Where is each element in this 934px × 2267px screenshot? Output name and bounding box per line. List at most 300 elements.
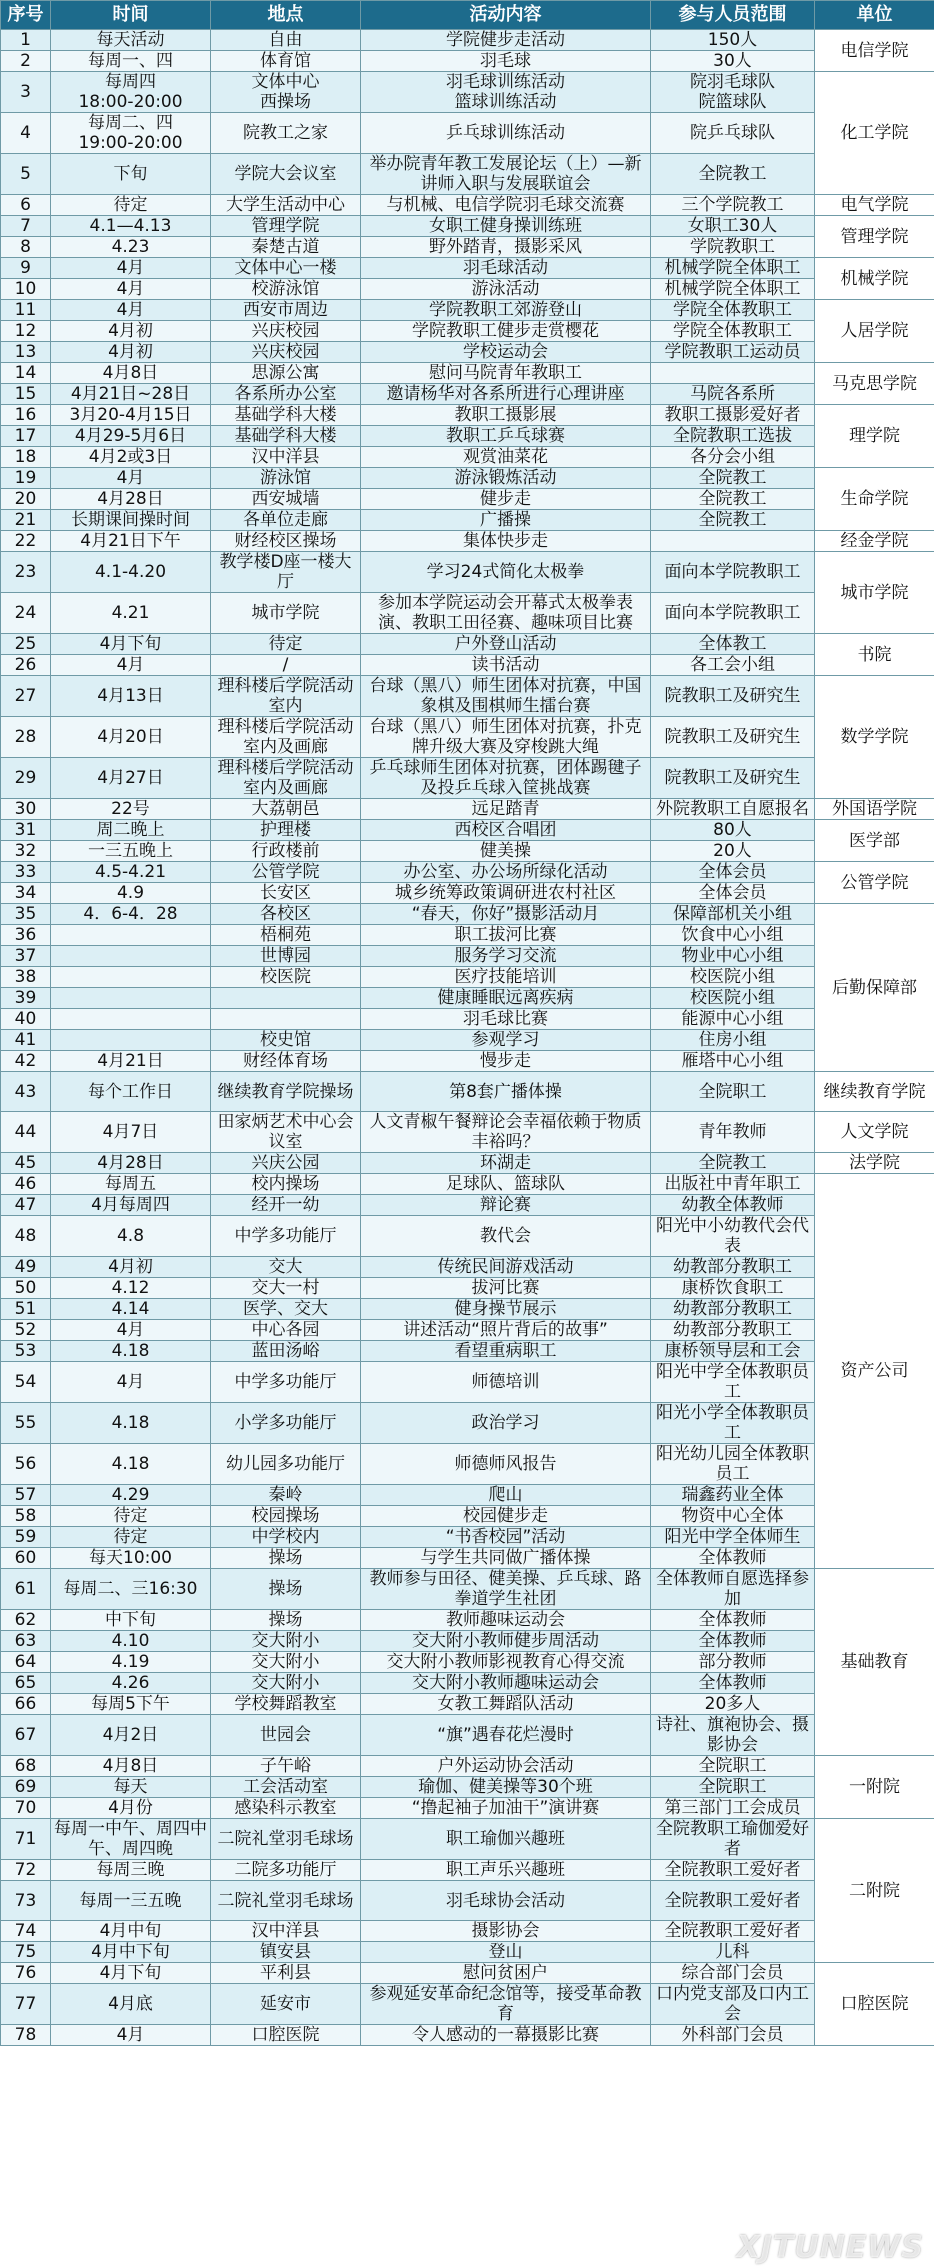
row-number: 1 [1, 30, 51, 51]
row-time: 待定 [51, 1527, 211, 1548]
table-row [1, 988, 934, 1009]
row-participants: 儿科 [651, 1942, 815, 1963]
row-time: 每天 [51, 1777, 211, 1798]
row-activity: 学校运动会 [361, 342, 651, 363]
row-time: 每周二、三16:30 [51, 1569, 211, 1610]
row-location: 交大附小 [211, 1631, 361, 1652]
row-location: 工会活动室 [211, 1777, 361, 1798]
row-time: 4.5-4.21 [51, 862, 211, 883]
row-location: 理科楼后学院活动室内 [211, 676, 361, 717]
row-location: 感染科示教室 [211, 1798, 361, 1819]
row-time: 4.18 [51, 1341, 211, 1362]
row-location: 子午峪 [211, 1756, 361, 1777]
table-row [1, 1174, 934, 1195]
row-time: 下旬 [51, 154, 211, 195]
row-number: 42 [1, 1051, 51, 1072]
row-participants: 校医院小组 [651, 988, 815, 1009]
row-activity: 登山 [361, 1942, 651, 1963]
row-activity: 西校区合唱团 [361, 820, 651, 841]
row-participants: 学院全体教职工 [651, 300, 815, 321]
row-location: 操场 [211, 1610, 361, 1631]
row-location: 田家炳艺术中心会议室 [211, 1112, 361, 1153]
row-activity: 慰问贫困户 [361, 1963, 651, 1984]
row-activity: 学院教职工郊游登山 [361, 300, 651, 321]
row-number: 11 [1, 300, 51, 321]
row-time: 4月21日下午 [51, 531, 211, 552]
row-location: 理科楼后学院活动室内及画廊 [211, 758, 361, 799]
table-row [1, 447, 934, 468]
row-number: 56 [1, 1444, 51, 1485]
row-participants: 阳光幼儿园全体教职员工 [651, 1444, 815, 1485]
row-number: 65 [1, 1673, 51, 1694]
row-number: 19 [1, 468, 51, 489]
row-number: 17 [1, 426, 51, 447]
row-participants: 全体教工 [651, 634, 815, 655]
row-time: 4月 [51, 1362, 211, 1403]
row-number: 62 [1, 1610, 51, 1631]
row-participants: 物业中心小组 [651, 946, 815, 967]
row-activity: 传统民间游戏活动 [361, 1257, 651, 1278]
row-location: 行政楼前 [211, 841, 361, 862]
table-row [1, 1362, 934, 1403]
row-number: 33 [1, 862, 51, 883]
row-participants: 全体教师自愿选择参加 [651, 1569, 815, 1610]
table-row [1, 2025, 934, 2046]
row-participants: 饮食中心小组 [651, 925, 815, 946]
row-location: 待定 [211, 634, 361, 655]
row-activity: 教师趣味运动会 [361, 1610, 651, 1631]
row-number: 48 [1, 1216, 51, 1257]
row-activity: 职工瑜伽兴趣班 [361, 1819, 651, 1860]
table-row [1, 799, 934, 820]
row-time: 4.19 [51, 1652, 211, 1673]
row-activity: “旗”遇春花烂漫时 [361, 1715, 651, 1756]
table-row [1, 342, 934, 363]
table-row [1, 1112, 934, 1153]
table-row [1, 862, 934, 883]
row-activity: 政治学习 [361, 1403, 651, 1444]
unit-cell: 机械学院 [815, 258, 934, 300]
row-participants: 面向本学院教职工 [651, 552, 815, 593]
table-row [1, 1527, 934, 1548]
table-row [1, 1942, 934, 1963]
row-location: 基础学科大楼 [211, 426, 361, 447]
row-number: 7 [1, 216, 51, 237]
row-activity: 乒乓球训练活动 [361, 113, 651, 154]
table-row [1, 72, 934, 113]
row-location: 经开一幼 [211, 1195, 361, 1216]
row-time [51, 1030, 211, 1051]
row-location: 西安市周边 [211, 300, 361, 321]
row-activity: 健美操 [361, 841, 651, 862]
row-participants: 全院教工 [651, 510, 815, 531]
row-time: 4月13日 [51, 676, 211, 717]
unit-cell: 理学院 [815, 405, 934, 468]
row-participants: 全院教工 [651, 468, 815, 489]
row-participants: 女职工30人 [651, 216, 815, 237]
row-number: 68 [1, 1756, 51, 1777]
table-row [1, 1798, 934, 1819]
row-participants: 综合部门会员 [651, 1963, 815, 1984]
row-number: 18 [1, 447, 51, 468]
row-number: 32 [1, 841, 51, 862]
table-row [1, 384, 934, 405]
table-row [1, 258, 934, 279]
row-activity: 女教工舞蹈队活动 [361, 1694, 651, 1715]
row-location: 大荔朝邑 [211, 799, 361, 820]
row-location: 蓝田汤峪 [211, 1341, 361, 1362]
table-row [1, 1403, 934, 1444]
table-row [1, 1984, 934, 2025]
row-activity: 教职工乒乓球赛 [361, 426, 651, 447]
row-time: 待定 [51, 1506, 211, 1527]
row-activity: 学院教职工健步走赏樱花 [361, 321, 651, 342]
row-activity: 参观延安革命纪念馆等，接受革命教育 [361, 1984, 651, 2025]
header-cell: 参与人员范围 [651, 1, 815, 30]
table-row [1, 717, 934, 758]
row-activity: 女职工健身操训练班 [361, 216, 651, 237]
row-activity: 令人感动的一幕摄影比赛 [361, 2025, 651, 2046]
row-participants: 幼教全体教师 [651, 1195, 815, 1216]
row-number: 6 [1, 195, 51, 216]
row-time [51, 925, 211, 946]
row-number: 67 [1, 1715, 51, 1756]
row-location: 世博园 [211, 946, 361, 967]
row-participants: 阳光中小幼教代会代表 [651, 1216, 815, 1257]
table-row [1, 634, 934, 655]
row-number: 74 [1, 1921, 51, 1942]
row-participants: 三个学院教工 [651, 195, 815, 216]
row-participants: 物资中心全体 [651, 1506, 815, 1527]
row-location: 学院大会议室 [211, 154, 361, 195]
row-number: 22 [1, 531, 51, 552]
row-activity: 游泳活动 [361, 279, 651, 300]
row-participants: 80人 [651, 820, 815, 841]
row-participants: 院教职工及研究生 [651, 717, 815, 758]
table-row [1, 1777, 934, 1798]
row-number: 5 [1, 154, 51, 195]
row-time: 4月 [51, 655, 211, 676]
row-participants: 雁塔中心小组 [651, 1051, 815, 1072]
row-location: 游泳馆 [211, 468, 361, 489]
header-cell: 序号 [1, 1, 51, 30]
row-location: 文体中心 西操场 [211, 72, 361, 113]
row-participants: 全院教职工爱好者 [651, 1860, 815, 1881]
table-row [1, 967, 934, 988]
table-row [1, 1548, 934, 1569]
unit-cell: 人文学院 [815, 1112, 934, 1153]
unit-cell: 生命学院 [815, 468, 934, 531]
row-participants: 出版社中青年职工 [651, 1174, 815, 1195]
row-activity: 举办院青年教工发展论坛（上）—新讲师入职与发展联谊会 [361, 154, 651, 195]
row-number: 28 [1, 717, 51, 758]
row-participants: 全体教师 [651, 1610, 815, 1631]
table-row [1, 1051, 934, 1072]
row-time: 每周五 [51, 1174, 211, 1195]
row-location [211, 1009, 361, 1030]
row-participants: 20多人 [651, 1694, 815, 1715]
header-cell: 时间 [51, 1, 211, 30]
row-activity: 与机械、电信学院羽毛球交流赛 [361, 195, 651, 216]
row-activity: 参观学习 [361, 1030, 651, 1051]
row-time: 每周一中午、周四中午、周四晚 [51, 1819, 211, 1860]
row-location: 交大一村 [211, 1278, 361, 1299]
unit-cell: 公管学院 [815, 862, 934, 904]
row-activity: 健身操节展示 [361, 1299, 651, 1320]
row-time: 4月份 [51, 1798, 211, 1819]
row-activity: 参加本学院运动会开幕式太极拳表演、教职工田径赛、趣味项目比赛 [361, 593, 651, 634]
row-time: 4月下旬 [51, 1963, 211, 1984]
row-time: 22号 [51, 799, 211, 820]
row-activity: 环湖走 [361, 1153, 651, 1174]
row-participants: 瑞鑫药业全体 [651, 1485, 815, 1506]
unit-cell: 马克思学院 [815, 363, 934, 405]
row-activity: 集体快步走 [361, 531, 651, 552]
unit-cell: 化工学院 [815, 72, 934, 195]
row-location: 汉中洋县 [211, 1921, 361, 1942]
row-participants: 全院教职工选拔 [651, 426, 815, 447]
table-row [1, 904, 934, 925]
row-participants: 能源中心小组 [651, 1009, 815, 1030]
table-row [1, 195, 934, 216]
row-participants: 全院教职工爱好者 [651, 1921, 815, 1942]
row-activity: 乒乓球师生团体对抗赛，团体踢毽子及投乒乓球入筐挑战赛 [361, 758, 651, 799]
row-activity: “春天，你好”摄影活动月 [361, 904, 651, 925]
unit-cell: 口腔医院 [815, 1963, 934, 2046]
row-participants: 口内党支部及口内工会 [651, 1984, 815, 2025]
table-row [1, 1569, 934, 1610]
unit-cell: 城市学院 [815, 552, 934, 634]
row-number: 12 [1, 321, 51, 342]
table-row [1, 552, 934, 593]
row-location: 校游泳馆 [211, 279, 361, 300]
row-location: 财经体育场 [211, 1051, 361, 1072]
row-number: 70 [1, 1798, 51, 1819]
row-time: 4月29-5月6日 [51, 426, 211, 447]
row-participants: 全体教师 [651, 1673, 815, 1694]
row-activity: 慰问马院青年教职工 [361, 363, 651, 384]
unit-cell: 人居学院 [815, 300, 934, 363]
row-activity: “书香校园”活动 [361, 1527, 651, 1548]
row-participants: 学院全体教职工 [651, 321, 815, 342]
row-activity: 医疗技能培训 [361, 967, 651, 988]
row-number: 60 [1, 1548, 51, 1569]
row-activity: 职工拔河比赛 [361, 925, 651, 946]
table-row [1, 154, 934, 195]
row-time: 每周四 18:00-20:00 [51, 72, 211, 113]
row-time: 4月 [51, 1320, 211, 1341]
row-time: 4月底 [51, 1984, 211, 2025]
row-time: 4月初 [51, 321, 211, 342]
row-number: 29 [1, 758, 51, 799]
table-row [1, 1257, 934, 1278]
unit-cell: 数学学院 [815, 676, 934, 799]
table-row [1, 1485, 934, 1506]
row-time: 4月 [51, 2025, 211, 2046]
row-location: 大学生活动中心 [211, 195, 361, 216]
row-time: 4.12 [51, 1278, 211, 1299]
table-row [1, 1444, 934, 1485]
row-location: 兴庆校园 [211, 342, 361, 363]
unit-cell: 经金学院 [815, 531, 934, 552]
row-time [51, 1009, 211, 1030]
row-number: 46 [1, 1174, 51, 1195]
row-activity: 教职工摄影展 [361, 405, 651, 426]
row-location: 交大 [211, 1257, 361, 1278]
row-activity: 羽毛球活动 [361, 258, 651, 279]
row-number: 37 [1, 946, 51, 967]
row-participants: 部分教师 [651, 1652, 815, 1673]
row-time: 4.21 [51, 593, 211, 634]
table-row [1, 237, 934, 258]
row-time [51, 988, 211, 1009]
row-location: 管理学院 [211, 216, 361, 237]
row-activity: 辩论赛 [361, 1195, 651, 1216]
row-activity: 职工声乐兴趣班 [361, 1860, 651, 1881]
table-row [1, 676, 934, 717]
row-time: 4.1—4.13 [51, 216, 211, 237]
row-participants: 全体会员 [651, 883, 815, 904]
row-activity: 读书活动 [361, 655, 651, 676]
table-row [1, 925, 934, 946]
row-time: 4月初 [51, 342, 211, 363]
table-row [1, 300, 934, 321]
unit-cell: 医学部 [815, 820, 934, 862]
row-activity: 师德师风报告 [361, 1444, 651, 1485]
table-row [1, 1819, 934, 1860]
row-activity: 远足踏青 [361, 799, 651, 820]
row-activity: 羽毛球 [361, 51, 651, 72]
row-activity: 羽毛球训练活动 篮球训练活动 [361, 72, 651, 113]
row-location [211, 988, 361, 1009]
row-location: 学校舞蹈教室 [211, 1694, 361, 1715]
row-number: 73 [1, 1881, 51, 1921]
row-location: 中学多功能厅 [211, 1216, 361, 1257]
row-location: 各系所办公室 [211, 384, 361, 405]
row-time: 4月28日 [51, 489, 211, 510]
table-row [1, 1299, 934, 1320]
table-row [1, 1652, 934, 1673]
row-number: 15 [1, 384, 51, 405]
row-time: 4月21日~28日 [51, 384, 211, 405]
unit-cell: 法学院 [815, 1153, 934, 1174]
row-activity: 健康睡眠远离疾病 [361, 988, 651, 1009]
row-activity: 观赏油菜花 [361, 447, 651, 468]
table-row [1, 1195, 934, 1216]
row-participants: 全院职工 [651, 1072, 815, 1112]
table-row [1, 1072, 934, 1112]
row-participants: 全院职工 [651, 1777, 815, 1798]
row-number: 58 [1, 1506, 51, 1527]
row-time: 每周一、四 [51, 51, 211, 72]
row-participants: 住房小组 [651, 1030, 815, 1051]
row-location: 公管学院 [211, 862, 361, 883]
row-participants: 院羽毛球队 院篮球队 [651, 72, 815, 113]
row-location: 中学多功能厅 [211, 1362, 361, 1403]
row-number: 49 [1, 1257, 51, 1278]
row-activity: 教代会 [361, 1216, 651, 1257]
table-row [1, 1341, 934, 1362]
row-number: 27 [1, 676, 51, 717]
table-row [1, 279, 934, 300]
row-number: 44 [1, 1112, 51, 1153]
row-number: 26 [1, 655, 51, 676]
row-activity: 学习24式简化太极拳 [361, 552, 651, 593]
row-activity: 办公室、办公场所绿化活动 [361, 862, 651, 883]
row-activity: 讲述活动“照片背后的故事” [361, 1320, 651, 1341]
row-activity: 第8套广播体操 [361, 1072, 651, 1112]
row-participants: 第三部门工会成员 [651, 1798, 815, 1819]
row-time: 4月每周四 [51, 1195, 211, 1216]
row-time: 4月中下旬 [51, 1942, 211, 1963]
row-time: 每个工作日 [51, 1072, 211, 1112]
row-time: 一三五晚上 [51, 841, 211, 862]
table-row [1, 1506, 934, 1527]
table-row [1, 1963, 934, 1984]
row-location: 校园操场 [211, 1506, 361, 1527]
table-row [1, 426, 934, 447]
row-time: 4月中旬 [51, 1921, 211, 1942]
row-time: 4.26 [51, 1673, 211, 1694]
row-time [51, 946, 211, 967]
row-number: 76 [1, 1963, 51, 1984]
row-number: 78 [1, 2025, 51, 2046]
table-row [1, 1030, 934, 1051]
table-row [1, 1673, 934, 1694]
row-time: 每周5下午 [51, 1694, 211, 1715]
row-activity: 学院健步走活动 [361, 30, 651, 51]
row-location: 中心各园 [211, 1320, 361, 1341]
row-activity: 台球（黑八）师生团体对抗赛，扑克牌升级大赛及穿梭跳大绳 [361, 717, 651, 758]
row-location: 院教工之家 [211, 113, 361, 154]
row-participants: 全体教师 [651, 1631, 815, 1652]
row-participants: 康桥饮食职工 [651, 1278, 815, 1299]
table-row [1, 1715, 934, 1756]
table-row [1, 510, 934, 531]
row-activity: 邀请杨华对各系所进行心理讲座 [361, 384, 651, 405]
row-location: 财经校区操场 [211, 531, 361, 552]
row-participants: 20人 [651, 841, 815, 862]
row-participants: 幼教部分教职工 [651, 1320, 815, 1341]
row-time: 4月28日 [51, 1153, 211, 1174]
row-location: 秦岭 [211, 1485, 361, 1506]
row-location: 操场 [211, 1569, 361, 1610]
table-row [1, 1009, 934, 1030]
row-activity: 爬山 [361, 1485, 651, 1506]
row-time: 每周三晚 [51, 1860, 211, 1881]
row-number: 63 [1, 1631, 51, 1652]
table-row [1, 30, 934, 51]
unit-cell: 后勤保障部 [815, 904, 934, 1072]
row-participants: 阳光中学全体教职员工 [651, 1362, 815, 1403]
row-participants: 马院各系所 [651, 384, 815, 405]
unit-cell: 管理学院 [815, 216, 934, 258]
row-activity: 户外登山活动 [361, 634, 651, 655]
row-activity: 交大附小教师趣味运动会 [361, 1673, 651, 1694]
table-row [1, 883, 934, 904]
row-location: 梧桐苑 [211, 925, 361, 946]
row-location: 文体中心一楼 [211, 258, 361, 279]
row-number: 20 [1, 489, 51, 510]
row-location: 交大附小 [211, 1673, 361, 1694]
row-participants: 院教职工及研究生 [651, 758, 815, 799]
row-number: 9 [1, 258, 51, 279]
row-participants: 学院教职工运动员 [651, 342, 815, 363]
row-location: 自由 [211, 30, 361, 51]
header-cell: 活动内容 [361, 1, 651, 30]
row-time: 4.18 [51, 1403, 211, 1444]
row-number: 21 [1, 510, 51, 531]
